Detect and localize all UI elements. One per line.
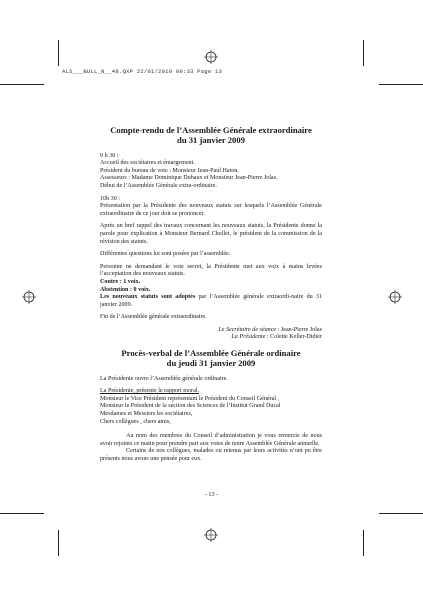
signature-secretaire xyxy=(100,327,322,335)
registration-mark-left-icon xyxy=(22,290,36,304)
paragraph-presentation: Présentation par la Présidente des nouveaux statuts sur lesquels l’Assemblée Générale extraordinaire de ce jour doit se prononcer. xyxy=(100,203,322,217)
rapport-moral-heading: La Présidente, présente le rapport moral. xyxy=(100,388,199,395)
line-assesseurs: Assesseurs : Madame Dominique Dubaux et Monsieur Jean-Pierre Jolas. xyxy=(100,175,278,182)
signature-presidente xyxy=(100,334,322,342)
section2-title-line2: du jeudi 31 janvier 2009 xyxy=(166,357,256,368)
time-10h30: 10h 30 : xyxy=(100,195,120,202)
registration-mark-bottom-icon xyxy=(204,528,218,542)
signature-secretaire-role: Le Secrétaire de séance xyxy=(218,326,277,333)
registration-mark-right-icon xyxy=(388,290,402,304)
paragraph-absents: Certains de nos collègues, malades ou retenus par leurs activités n’ont pu être présents nous avons une pensée pour eux. xyxy=(100,448,322,462)
adoption-rest: par l’Assemblée générale extraordi-naire du 31 janvier 2009. xyxy=(100,294,323,308)
page-number: - 13 - xyxy=(204,491,219,498)
section1-title-line2: du 31 janvier 2009 xyxy=(177,134,245,145)
vote-contre: Contre : 1 voix. xyxy=(100,278,141,285)
paragraph-remerciements: Au nom des membres du Conseil d’administration je vous remercie de nous avoir rejoints ce matin pour prendre part aux votes de notre Assemblée Générale annuelle. xyxy=(100,433,322,447)
time-9h30: 9 h 30 : xyxy=(100,152,119,159)
registration-mark-top-icon xyxy=(204,50,218,64)
salutation-societaires: Mesdames et Messiers les sociétaires, xyxy=(100,411,193,418)
adoption-bold: Les nouveaux statuts sont adoptés xyxy=(100,294,196,301)
paragraph-fin: Fin de l’Assemblée générale extraordinaire. xyxy=(100,314,207,321)
vote-abstention: Abstention : 0 voix. xyxy=(100,286,151,293)
line-debut: Début de l’Assemblée Générale extra-ordinaire. xyxy=(100,182,217,189)
line-accueil: Accueil des sociétaires et émargement. xyxy=(100,160,195,167)
signature-secretaire-name: : Jean-Pierre Jolas xyxy=(276,326,322,333)
paragraph-adoption xyxy=(100,294,322,309)
signature-presidente-role: La Présidente xyxy=(231,334,266,341)
line-bureau-vote: Président du bureau de vote : Monsieur Jean-Paul Haton. xyxy=(100,167,239,174)
paragraph-vote: Personne ne demandant le vote secret, la Présidente met aux voix à mains levées l’acceptation des nouveaux statuts. xyxy=(100,263,322,278)
section2-title xyxy=(100,349,322,369)
salutation-collegues: Chers collègues , chers amis, xyxy=(100,418,171,425)
print-slug: ALS___BULL_N__48.QXP 22/01/2010 09:33 Page 13 xyxy=(62,68,223,75)
salutation-president-section: Monsieur le Président de la section des Sciences de l’Institut Grand Ducal xyxy=(100,403,281,410)
section2-title-line1: Procès-verbal de l’Assemblée Générale ordinaire xyxy=(121,348,301,359)
section1-title xyxy=(100,126,322,146)
salutation-vice-president: Monsieur le Vice Président représentant le Président du Conseil Général , xyxy=(100,395,280,402)
signature-presidente-name: : Colette Keller-Didier xyxy=(265,334,322,341)
section1-title-line1: Compte-rendu de l’Assemblée Générale extraordinaire xyxy=(110,125,312,135)
paragraph-questions: Différentes questions lui sont posées par l’assemblée. xyxy=(100,251,231,258)
paragraph-rappel: Après un bref rappel des travaux concernant les nouveaux statuts, la Présidente donne la parole pour explication à Monsieur Bernard Chollet, le président de la commission de la révision des statuts. xyxy=(100,223,322,245)
page-content xyxy=(100,126,322,464)
paragraph-ouverture: La Présidente ouvre l’Assemblée générale ordinaire. xyxy=(100,375,228,382)
